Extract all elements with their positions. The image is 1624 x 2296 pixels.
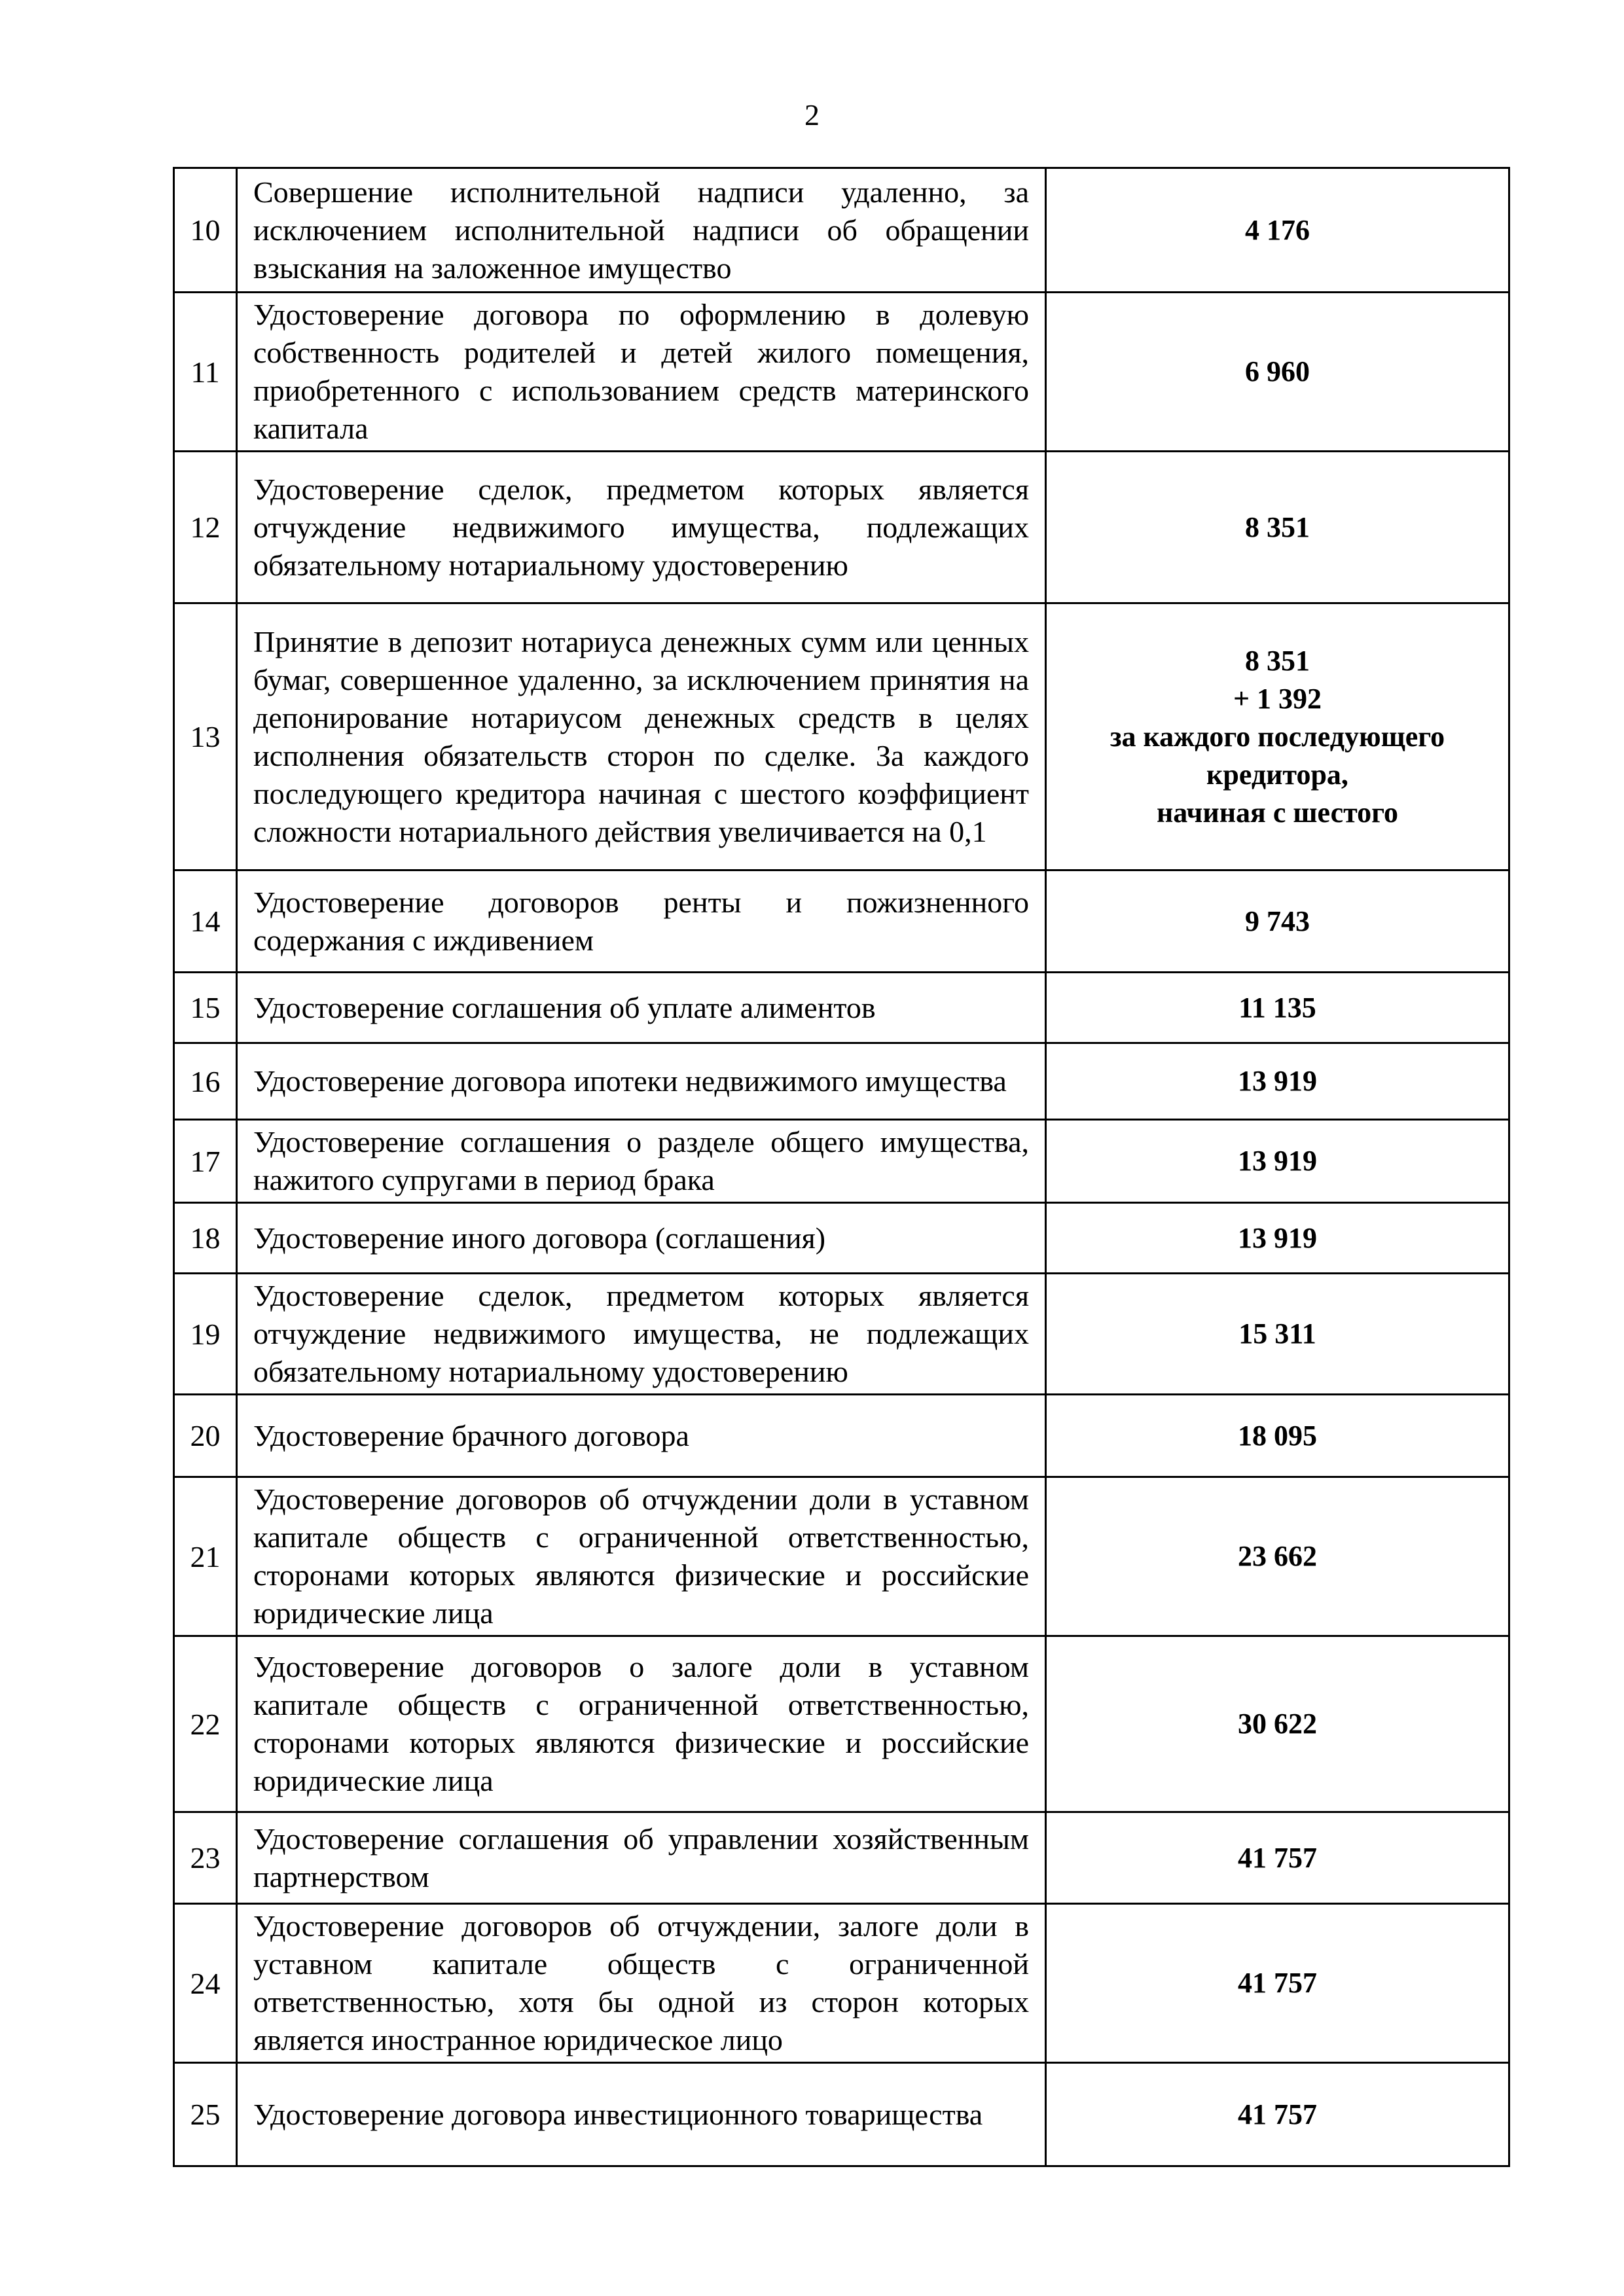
row-number: 11 bbox=[174, 293, 237, 452]
table-row bbox=[174, 1395, 1509, 1477]
fee-amount-cell bbox=[1046, 1043, 1509, 1120]
fee-amount-cell bbox=[1046, 1274, 1509, 1395]
table-row bbox=[174, 1904, 1509, 2063]
row-number: 18 bbox=[174, 1203, 237, 1274]
row-number: 25 bbox=[174, 2063, 237, 2166]
table-row bbox=[174, 1812, 1509, 1904]
fee-amount: кредитора, bbox=[1206, 758, 1348, 791]
table-row bbox=[174, 973, 1509, 1043]
fee-amount: начиная с шестого bbox=[1156, 796, 1399, 829]
fee-amount-cell bbox=[1046, 1636, 1509, 1812]
fee-amount-cell bbox=[1046, 452, 1509, 603]
fee-amount-cell bbox=[1046, 1395, 1509, 1477]
notarial-action-description: Удостоверение соглашения о разделе общего имущества, нажитого супругами в период брака bbox=[237, 1120, 1046, 1203]
table-row bbox=[174, 1477, 1509, 1636]
row-number: 21 bbox=[174, 1477, 237, 1636]
notarial-action-description: Удостоверение иного договора (соглашения) bbox=[237, 1203, 1046, 1274]
page-number: 2 bbox=[804, 98, 820, 132]
notarial-action-description: Удостоверение договоров о залоге доли в уставном капитале обществ с ограниченной ответственностью, сторонами которых являются физические и российские юридические лица bbox=[237, 1636, 1046, 1812]
table-row bbox=[174, 870, 1509, 973]
fee-amount-cell bbox=[1046, 168, 1509, 293]
fee-amount-cell bbox=[1046, 603, 1509, 870]
fee-amount-cell bbox=[1046, 1120, 1509, 1203]
fee-amount: 8 351 bbox=[1245, 644, 1310, 677]
table-row bbox=[174, 1043, 1509, 1120]
fee-amount: 9 743 bbox=[1245, 905, 1310, 937]
fee-amount-cell bbox=[1046, 1812, 1509, 1904]
row-number: 19 bbox=[174, 1274, 237, 1395]
table-row bbox=[174, 293, 1509, 452]
fee-amount: 41 757 bbox=[1238, 1841, 1317, 1874]
fee-amount: 6 960 bbox=[1245, 355, 1310, 387]
notarial-action-description: Принятие в депозит нотариуса денежных сумм или ценных бумаг, совершенное удаленно, за исключением принятия на депонирование нотариусом денежных средств в целях исполнения обязательств сторон по сделке. За каждого последующего кредитора начиная с шестого коэффициент сложности нотариального действия увеличивается на 0,1 bbox=[237, 603, 1046, 870]
row-number: 22 bbox=[174, 1636, 237, 1812]
table-row bbox=[174, 1120, 1509, 1203]
fee-amount: 23 662 bbox=[1238, 1540, 1317, 1572]
fee-amount: 41 757 bbox=[1238, 2098, 1317, 2130]
notarial-action-description: Удостоверение договоров ренты и пожизненного содержания с иждивением bbox=[237, 870, 1046, 973]
row-number: 14 bbox=[174, 870, 237, 973]
fee-amount: + 1 392 bbox=[1233, 682, 1322, 715]
fee-amount-cell bbox=[1046, 2063, 1509, 2166]
table-row bbox=[174, 1203, 1509, 1274]
fee-amount: 13 919 bbox=[1238, 1221, 1317, 1254]
table-row bbox=[174, 1274, 1509, 1395]
fee-amount: 13 919 bbox=[1238, 1145, 1317, 1177]
fees-table bbox=[173, 167, 1510, 2167]
row-number: 16 bbox=[174, 1043, 237, 1120]
table-row bbox=[174, 168, 1509, 293]
notarial-action-description: Удостоверение договора инвестиционного товарищества bbox=[237, 2063, 1046, 2166]
notarial-action-description: Удостоверение договора ипотеки недвижимого имущества bbox=[237, 1043, 1046, 1120]
row-number: 24 bbox=[174, 1904, 237, 2063]
notarial-action-description: Удостоверение соглашения об управлении хозяйственным партнерством bbox=[237, 1812, 1046, 1904]
fee-amount: 41 757 bbox=[1238, 1967, 1317, 1999]
row-number: 15 bbox=[174, 973, 237, 1043]
notarial-action-description: Удостоверение соглашения об уплате алиментов bbox=[237, 973, 1046, 1043]
row-number: 12 bbox=[174, 452, 237, 603]
fee-amount-cell bbox=[1046, 1203, 1509, 1274]
notarial-action-description: Удостоверение договора по оформлению в долевую собственность родителей и детей жилого помещения, приобретенного с использованием средств материнского капитала bbox=[237, 293, 1046, 452]
fee-amount-cell bbox=[1046, 1477, 1509, 1636]
row-number: 13 bbox=[174, 603, 237, 870]
fee-amount: 15 311 bbox=[1238, 1318, 1316, 1350]
table-row bbox=[174, 603, 1509, 870]
fee-amount: за каждого последующего bbox=[1110, 720, 1445, 753]
notarial-action-description: Удостоверение сделок, предметом которых является отчуждение недвижимого имущества, подлежащих обязательному нотариальному удостоверению bbox=[237, 452, 1046, 603]
row-number: 20 bbox=[174, 1395, 237, 1477]
fee-amount: 30 622 bbox=[1238, 1708, 1317, 1740]
fee-amount: 13 919 bbox=[1238, 1065, 1317, 1097]
fee-amount: 8 351 bbox=[1245, 511, 1310, 543]
fee-amount: 11 135 bbox=[1238, 991, 1316, 1024]
row-number: 10 bbox=[174, 168, 237, 293]
notarial-action-description: Совершение исполнительной надписи удаленно, за исключением исполнительной надписи об обращении взыскания на заложенное имущество bbox=[237, 168, 1046, 293]
row-number: 17 bbox=[174, 1120, 237, 1203]
fees-table-body bbox=[174, 168, 1509, 2166]
table-row bbox=[174, 1636, 1509, 1812]
table-row bbox=[174, 452, 1509, 603]
notarial-action-description: Удостоверение сделок, предметом которых является отчуждение недвижимого имущества, не подлежащих обязательному нотариальному удостоверению bbox=[237, 1274, 1046, 1395]
fee-amount: 18 095 bbox=[1238, 1419, 1317, 1452]
fee-amount-cell bbox=[1046, 870, 1509, 973]
fee-amount-cell bbox=[1046, 973, 1509, 1043]
fee-amount-cell bbox=[1046, 1904, 1509, 2063]
fee-amount-cell bbox=[1046, 293, 1509, 452]
row-number: 23 bbox=[174, 1812, 237, 1904]
fee-amount: 4 176 bbox=[1245, 213, 1310, 246]
notarial-action-description: Удостоверение брачного договора bbox=[237, 1395, 1046, 1477]
notarial-action-description: Удостоверение договоров об отчуждении доли в уставном капитале обществ с ограниченной ответственностью, сторонами которых являются физические и российские юридические лица bbox=[237, 1477, 1046, 1636]
table-row bbox=[174, 2063, 1509, 2166]
notarial-action-description: Удостоверение договоров об отчуждении, залоге доли в уставном капитале обществ с ограниченной ответственностью, хотя бы одной из сторон которых является иностранное юридическое лицо bbox=[237, 1904, 1046, 2063]
